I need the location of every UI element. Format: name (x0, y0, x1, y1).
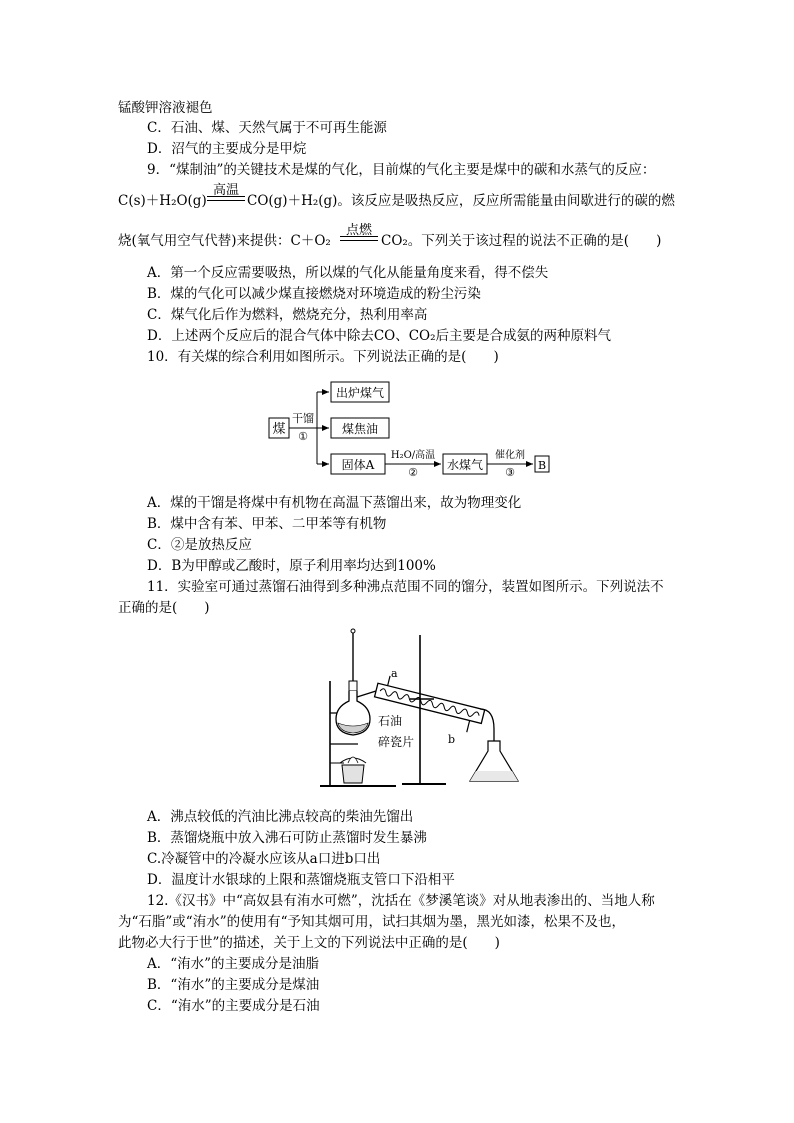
option-c: C．石油、煤、天然气属于不可再生能源 (147, 120, 387, 136)
label-b: b (448, 733, 456, 746)
coal-tar-label: 煤焦油 (341, 422, 379, 436)
option-c: C.冷凝管中的冷凝水应该从a口进b口出 (147, 851, 381, 867)
step-3-label: ③ (505, 466, 515, 479)
option-b: B．蒸馏烧瓶中放入沸石可防止蒸馏时发生暴沸 (147, 830, 427, 846)
option-d: D．B为甲醇或乙酸时，原子利用率均达到100% (147, 558, 436, 574)
option-d: D．上述两个反应后的混合气体中除去CO、CO₂后主要是合成氨的两种原料气 (147, 328, 612, 344)
dry-distillation-label: 干馏 (292, 412, 314, 425)
equation-2-condition: 点燃 (345, 223, 372, 238)
coal-utilization-flowchart (265, 378, 565, 482)
label-a: a (391, 667, 398, 680)
question-10-stem: 10．有关煤的综合利用如图所示。下列说法正确的是( ) (147, 349, 499, 365)
option-b: B．“洧水”的主要成分是煤油 (147, 977, 320, 993)
catalyst-label: 催化剂 (495, 450, 525, 461)
furnace-gas-label: 出炉煤气 (335, 386, 385, 400)
option-a: A．第一个反应需要吸热，所以煤的气化从能量角度来看，得不偿失 (147, 265, 549, 281)
option-b: B．煤的气化可以减少煤直接燃烧对环境造成的粉尘污染 (147, 286, 481, 302)
option-c: C．“洧水”的主要成分是石油 (147, 998, 320, 1014)
equation-1-bar-bottom (207, 200, 245, 201)
water-gas-label: 水煤气 (446, 458, 484, 472)
step-2-label: ② (408, 466, 418, 479)
option-d: D．温度计水银球的上限和蒸馏烧瓶支管口下沿相平 (147, 872, 455, 888)
option-c: C．②是放热反应 (147, 537, 252, 553)
coal-label: 煤 (272, 422, 286, 437)
equation-1-bar-top (207, 196, 245, 197)
label-petroleum: 石油 (378, 714, 403, 728)
equation-2-bar-bottom (340, 240, 378, 241)
water-high-temp-label: H₂O/高温 (390, 450, 436, 461)
text-line: 锰酸钾溶液褪色 (118, 100, 213, 116)
question-12-stem: 12.《汉书》中“高奴县有洧水可燃”，沈括在《梦溪笔谈》对从地表渗出的、当地人称 (147, 893, 655, 909)
question-9-stem: 9．“煤制油”的关键技术是煤的气化，目前煤的气化主要是煤中的碳和水蒸气的反应： (147, 162, 656, 178)
option-a: A．沸点较低的汽油比沸点较高的柴油先馏出 (147, 809, 414, 825)
question-11-stem-cont: 正确的是( ) (118, 600, 210, 616)
equation-2-bar-top (340, 236, 378, 237)
equation-1-right: CO(g)＋H₂(g)。该反应是吸热反应，反应所需能量由间歇进行的碳的燃 (247, 193, 675, 209)
equation-1-condition: 高温 (212, 183, 239, 198)
equation-2-right: CO₂。下列关于该过程的说法不正确的是( ) (381, 233, 662, 249)
question-12-stem-cont: 为“石脂”或“洧水”的使用有“予知其烟可用，试扫其烟为墨，黑光如漆，松果不及也， (118, 914, 626, 930)
option-a: A．煤的干馏是将煤中有机物在高温下蒸馏出来，故为物理变化 (147, 495, 522, 511)
option-d: D．沼气的主要成分是甲烷 (147, 141, 307, 157)
solid-a-label: 固体A (341, 458, 375, 472)
option-c: C．煤气化后作为燃料，燃烧充分，热利用率高 (147, 307, 428, 323)
step-1-label: ① (298, 430, 308, 443)
question-11-stem: 11．实验室可通过蒸馏石油得到多种沸点范围不同的馏分，装置如图所示。下列说法不 (147, 579, 664, 595)
question-12-stem-cont: 此物必大行于世”的描述，关于上文的下列说法中正确的是( ) (118, 935, 500, 951)
option-b: B．煤中含有苯、甲苯、二甲苯等有机物 (147, 516, 387, 532)
option-a: A．“洧水”的主要成分是油脂 (147, 956, 320, 972)
label-porcelain-chips: 碎瓷片 (378, 735, 415, 749)
equation-1-left: C(s)＋H₂O(g) (118, 193, 207, 209)
product-b-label: B (537, 459, 547, 472)
distillation-apparatus-figure (318, 625, 530, 800)
equation-2-left: 烧(氧气用空气代替)来提供：C＋O₂ (118, 233, 331, 249)
